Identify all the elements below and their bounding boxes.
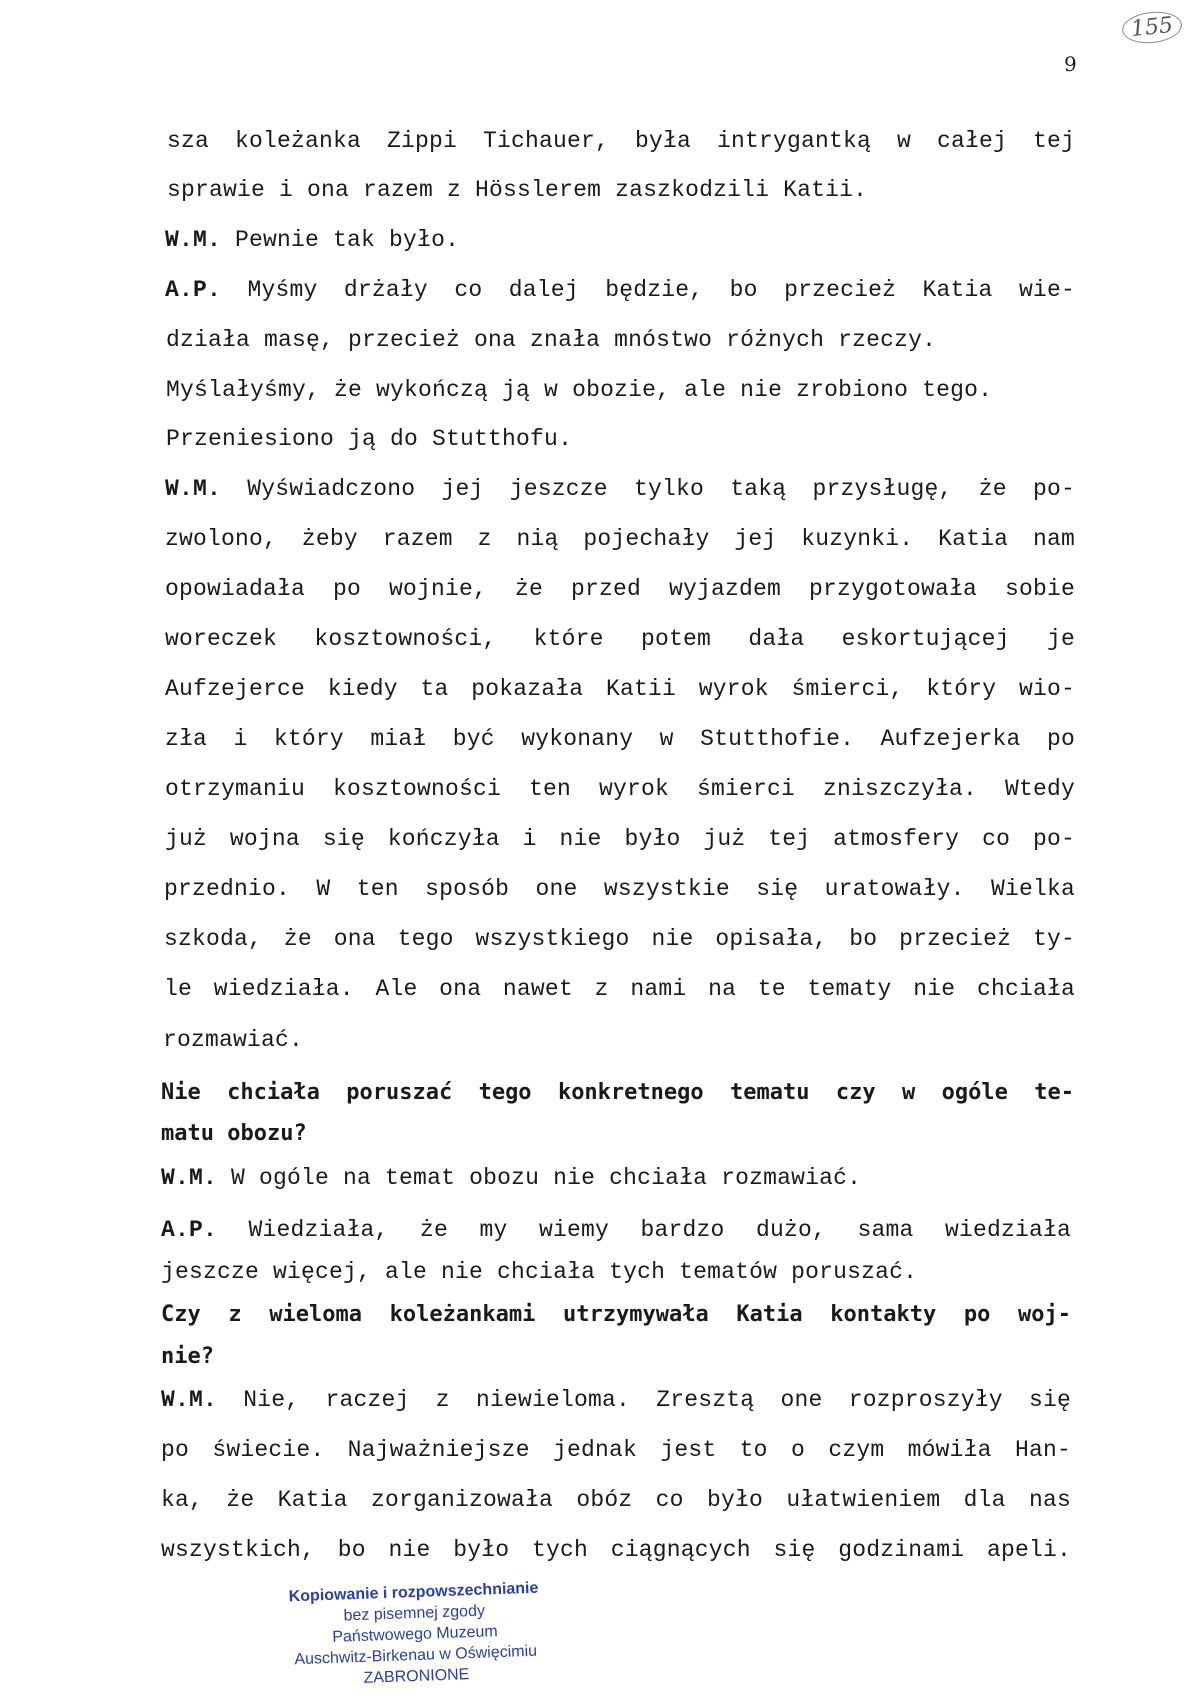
text-line: otrzymaniu kosztowności ten wyrok śmierci zniszczyła. Wtedy (165, 776, 1075, 802)
text-line: rozmawiać. (163, 1027, 304, 1053)
text-line: zwolono, żeby razem z nią pojechały jej kuzynki. Katia nam (165, 526, 1075, 552)
text-line: po świecie. Najważniejsze jednak jest to o czym mówiła Han- (161, 1437, 1071, 1463)
stamp-line: bez pisemnej zgody (343, 1602, 486, 1625)
stamp-line: Państwowego Muzeum (332, 1623, 498, 1646)
speaker-label: W.M. (165, 476, 222, 502)
text-line: le wiedziała. Ale ona nawet z nami na te tematy nie chciała (164, 976, 1075, 1002)
interviewer-question: matu obozu? (161, 1121, 307, 1146)
text-line: sprawie i ona razem z Hösslerem zaszkodzili Katii. (167, 177, 868, 203)
text-line: wszystkich, bo nie było tych ciągnących się godzinami apeli. (161, 1537, 1071, 1563)
text-line: już wojna się kończyła i nie było już tej atmosfery co po- (165, 826, 1075, 852)
text-line: jeszcze więcej, ale nie chciała tych tematów poruszać. (161, 1259, 918, 1285)
text-line: W.M. Nie, raczej z niewieloma. Zresztą one rozproszyły się (161, 1387, 1071, 1413)
text-line: A.P. Myśmy drżały co dalej będzie, bo przecież Katia wie- (165, 277, 1075, 303)
interviewer-question: Czy z wieloma koleżankami utrzymywała Katia kontakty po woj- (161, 1302, 1071, 1327)
text-line: Przeniesiono ją do Stutthofu. (166, 426, 573, 452)
interviewer-question: Nie chciała poruszać tego konkretnego tematu czy w ogóle te- (161, 1080, 1074, 1105)
text-line: szkoda, że ona tego wszystkiego nie opisała, bo przecież ty- (164, 926, 1075, 952)
page-number: 9 (1064, 52, 1077, 76)
text-line: Aufzejerce kiedy ta pokazała Katii wyrok śmierci, który wio- (165, 676, 1075, 702)
text-line: A.P. Wiedziała, że my wiemy bardzo dużo, sama wiedziała (161, 1217, 1071, 1243)
text-line: sza koleżanka Zippi Tichauer, była intrygantką w całej tej (167, 128, 1075, 154)
speaker-label: W.M. (161, 1387, 218, 1413)
text-line: przednio. W ten sposób one wszystkie się uratowały. Wielka (164, 876, 1075, 902)
stamp-line: Auschwitz-Birkenau w Oświęcimiu (294, 1642, 538, 1669)
speaker-label: W.M. (161, 1165, 218, 1191)
archive-page-mark: 155 (1121, 9, 1184, 46)
interviewer-question: nie? (161, 1344, 214, 1369)
speaker-label: W.M. (165, 227, 222, 253)
museum-copyright-stamp (268, 1577, 561, 1692)
text-line: woreczek kosztowności, które potem dała eskortującej je (165, 626, 1075, 652)
text-line: W.M. Pewnie tak było. (165, 227, 460, 253)
speaker-label: A.P. (161, 1217, 218, 1243)
speaker-label: A.P. (165, 277, 222, 303)
text-line: W.M. W ogóle na temat obozu nie chciała rozmawiać. (161, 1165, 862, 1191)
text-line: opowiadała po wojnie, że przed wyjazdem przygotowała sobie (165, 576, 1075, 602)
text-line: Myślałyśmy, że wykończą ją w obozie, ale nie zrobiono tego. (166, 377, 993, 403)
text-line: ka, że Katia zorganizowała obóz co było ułatwieniem dla nas (161, 1487, 1071, 1513)
stamp-line: Kopiowanie i rozpowszechnianie (288, 1579, 539, 1606)
text-line: działa masę, przecież ona znała mnóstwo różnych rzeczy. (166, 327, 937, 353)
text-line: zła i który miał być wykonany w Stutthofie. Aufzejerka po (165, 726, 1075, 752)
text-line: W.M. Wyświadczono jej jeszcze tylko taką przysługę, że po- (165, 476, 1075, 502)
stamp-line: ZABRONIONE (363, 1666, 470, 1687)
